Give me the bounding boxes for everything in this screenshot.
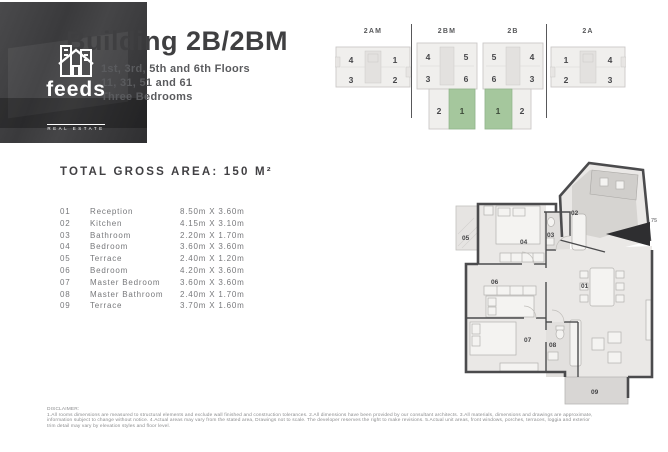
svg-text:1: 1 — [392, 55, 398, 65]
building-key-plans — [328, 24, 648, 142]
svg-text:1: 1 — [459, 106, 465, 116]
keyplan-2b — [482, 41, 544, 133]
svg-text:09: 09 — [591, 389, 599, 396]
svg-text:06: 06 — [491, 279, 499, 286]
table-row: 05 Terrace 2.40m X 1.20m — [60, 254, 245, 264]
page-title: Building 2B/2BM — [66, 26, 288, 56]
building-logo-icon — [53, 38, 99, 80]
disclaimer-line: information subject to change without notice. 4.Actual areas may vary from the stated area, Drawings not to scale. The developer reserves the right to make revisions. 5.Actual unit areas, front windows, porches, terraces, loggia and exterior — [47, 418, 590, 424]
svg-text:2: 2 — [563, 75, 569, 85]
room-dimensions-table — [60, 206, 245, 312]
keyplan-label-2b: 2B — [507, 28, 519, 35]
svg-text:02: 02 — [571, 210, 579, 217]
svg-text:5: 5 — [463, 52, 469, 62]
bedrooms-line: Three Bedrooms — [101, 91, 193, 103]
logo-tagline: REAL ESTATE — [47, 126, 105, 131]
table-row: 06 Bedroom 4.20m X 3.60m — [60, 265, 245, 275]
svg-text:08: 08 — [549, 342, 557, 349]
disclaimer-line: 1.All rooms dimensions are measured to structural elements and exclude wall finished and construction tolerances. 2.All dimensions have been provided by our consultant architects. 3.All materials, dimensions and drawings are approximate, — [47, 412, 593, 418]
svg-text:3: 3 — [529, 74, 535, 84]
svg-text:1: 1 — [495, 106, 501, 116]
keyplan-label-2am: 2AM — [363, 28, 383, 35]
table-row: 01 Reception 8.50m X 3.60m — [60, 207, 245, 216]
svg-text:2: 2 — [436, 106, 442, 116]
svg-text:4: 4 — [529, 52, 535, 62]
keyplan-divider-left — [411, 24, 412, 118]
svg-text:4: 4 — [348, 55, 354, 65]
keyplan-2a — [550, 41, 626, 95]
gross-area-heading: TOTAL GROSS AREA: 150 M² — [60, 166, 273, 178]
table-row: 04 Bedroom 3.60m X 3.60m — [60, 242, 245, 252]
svg-text:2: 2 — [392, 75, 398, 85]
table-row: 08 Master Bathroom 2.40m X 1.70m — [60, 289, 245, 299]
svg-text:5: 5 — [491, 52, 497, 62]
svg-text:6: 6 — [463, 74, 469, 84]
disclaimer — [47, 407, 647, 429]
keyplan-divider-right — [546, 24, 547, 118]
svg-text:3: 3 — [607, 75, 613, 85]
table-row: 03 Bathroom 2.20m X 1.70m — [60, 230, 245, 240]
floors-line: 1st, 3rd, 5th and 6th Floors — [101, 63, 250, 75]
unit-summary — [101, 62, 250, 104]
svg-text:4: 4 — [607, 55, 613, 65]
svg-text:3: 3 — [348, 75, 354, 85]
apartment-floor-plan — [448, 158, 668, 412]
svg-text:05: 05 — [462, 235, 470, 242]
table-row: 09 Terrace 3.70m X 1.60m — [60, 301, 245, 311]
keyplan-label-2a: 2A — [582, 28, 594, 35]
feeds-logo — [36, 38, 116, 135]
page-number: 75 — [651, 218, 658, 224]
svg-text:07: 07 — [524, 337, 532, 344]
disclaimer-line: trim detail may vary by elevation styles and floor level. — [47, 423, 171, 429]
keyplan-2am — [335, 41, 411, 95]
table-row: 02 Kitchen 4.15m X 3.10m — [60, 218, 245, 228]
svg-text:03: 03 — [547, 232, 555, 239]
svg-text:01: 01 — [581, 283, 589, 290]
svg-text:2: 2 — [519, 106, 525, 116]
svg-text:3: 3 — [425, 74, 431, 84]
unit-numbers-line: 11, 31, 51 and 61 — [101, 77, 193, 89]
svg-text:1: 1 — [563, 55, 569, 65]
disclaimer-heading: DISCLAIMER: — [47, 407, 80, 412]
table-row: 07 Master Bedroom 3.60m X 3.60m — [60, 277, 245, 287]
svg-text:04: 04 — [520, 239, 528, 246]
logo-wordmark: feeds — [46, 78, 106, 101]
svg-text:6: 6 — [491, 74, 497, 84]
keyplan-label-2bm: 2BM — [437, 28, 457, 35]
keyplan-2bm — [416, 41, 478, 133]
svg-text:4: 4 — [425, 52, 431, 62]
